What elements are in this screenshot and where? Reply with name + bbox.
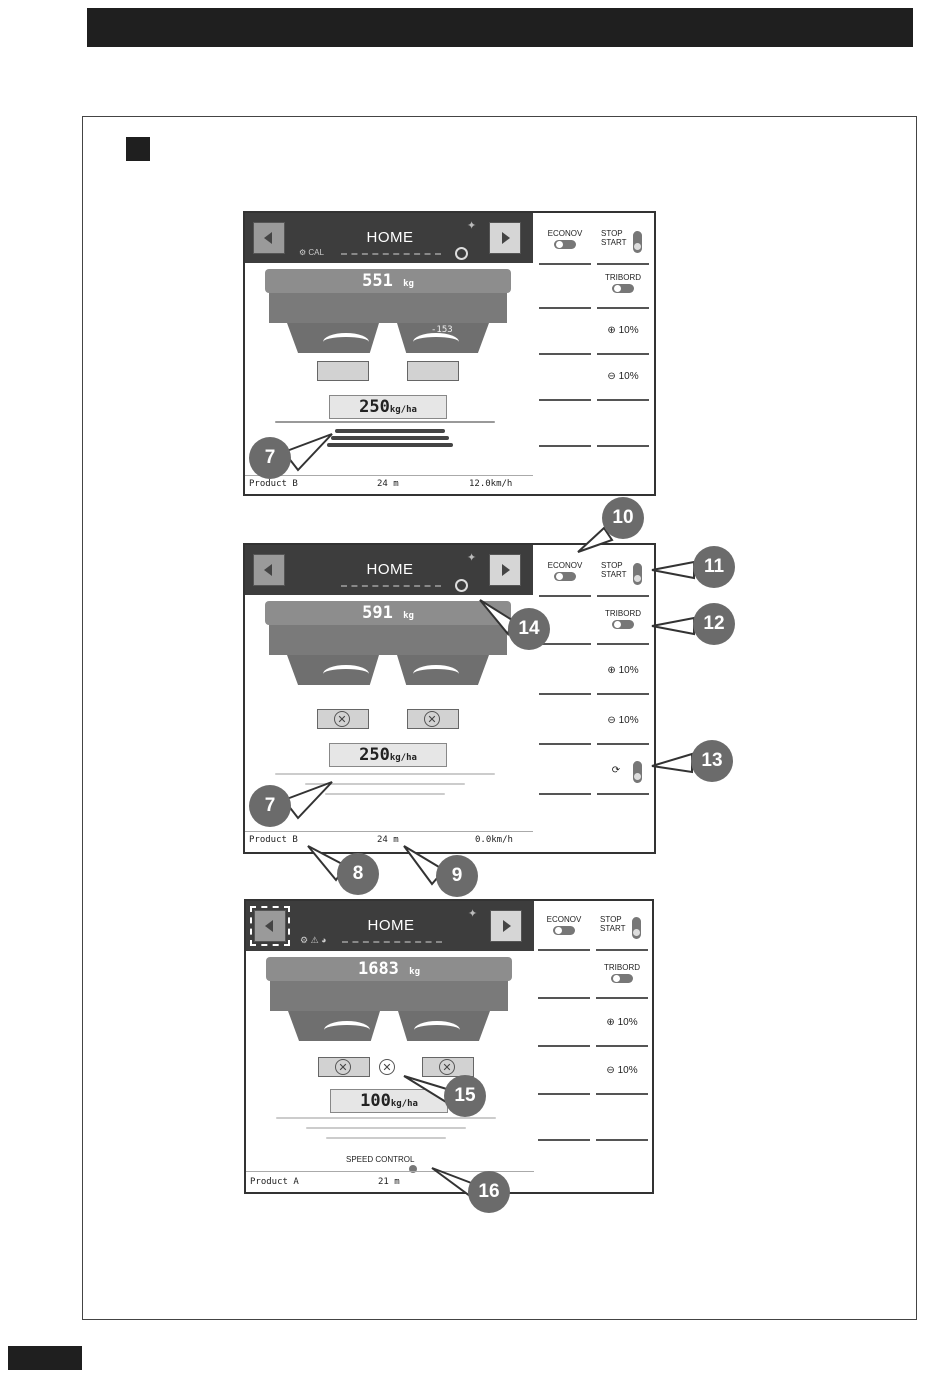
product-label: Product B [249, 479, 298, 489]
weight-delta: -153 [431, 325, 453, 335]
product-label: Product B [249, 835, 298, 845]
callout-15: 15 [444, 1075, 486, 1117]
weight-unit: kg [409, 967, 421, 977]
page-title: HOME [367, 917, 415, 934]
callout-14: 14 [508, 608, 550, 650]
stop-label: STOP [600, 915, 622, 924]
satellite-icon: ✦ [467, 220, 477, 232]
rate-unit: kg/ha [389, 753, 417, 763]
cal-indicator: ⚙ CAL [299, 248, 324, 257]
start-label: START [601, 238, 627, 247]
working-width: 21 m [378, 1177, 400, 1187]
weight-value: 1683 [357, 959, 399, 979]
satellite-icon: ✦ [467, 552, 477, 564]
start-label: START [601, 570, 627, 579]
working-width: 24 m [377, 479, 399, 489]
tribord-label: TRIBORD [605, 273, 641, 282]
callout-10: 10 [602, 497, 644, 539]
plus-10-label: ⊕ 10% [606, 1017, 638, 1028]
callout-16: 16 [468, 1171, 510, 1213]
auto-mode-icon: ⟳ [611, 765, 621, 776]
econov-label: ECONOV [547, 229, 583, 238]
rate-unit: kg/ha [389, 405, 417, 415]
callout-13: 13 [691, 740, 733, 782]
status-icons: ⚙ ⚠ ◕ [300, 935, 327, 945]
stopped-icon: ✕ [439, 1059, 455, 1075]
satellite-icon: ✦ [468, 908, 478, 920]
weight-unit: kg [403, 279, 414, 289]
agitator-stopped-icon: ✕ [379, 1059, 395, 1075]
callout-7a: 7 [249, 437, 291, 479]
callout-11: 11 [693, 546, 735, 588]
econov-label: ECONOV [546, 915, 582, 924]
minus-10-label: ⊖ 10% [607, 715, 639, 726]
stopped-icon: ✕ [335, 1059, 351, 1075]
working-width: 24 m [377, 835, 399, 845]
pointer-13 [652, 754, 692, 772]
econov-label: ECONOV [547, 561, 583, 570]
rate-value: 250 [359, 397, 390, 417]
minus-value: 10% [617, 1065, 638, 1076]
speed-readout: 0.0km/h [475, 835, 513, 845]
page-title: HOME [366, 229, 414, 246]
callout-7b: 7 [249, 785, 291, 827]
tribord-label: TRIBORD [605, 609, 641, 618]
start-label: START [600, 924, 626, 933]
stopped-icon: ✕ [424, 711, 440, 727]
speed-control-label: SPEED CONTROL [346, 1155, 415, 1164]
speed-readout: 12.0km/h [469, 479, 513, 489]
rate-value: 100 [360, 1091, 391, 1111]
minus-value: 10% [618, 371, 639, 382]
plus-value: 10% [618, 665, 639, 676]
callout-9: 9 [436, 855, 478, 897]
minus-value: 10% [618, 715, 639, 726]
plus-10-label: ⊕ 10% [607, 325, 639, 336]
minus-10-label: ⊖ 10% [607, 371, 639, 382]
callout-12: 12 [693, 603, 735, 645]
rate-value: 250 [359, 745, 390, 765]
cal-label: CAL [308, 248, 324, 257]
page-title: HOME [366, 561, 414, 578]
minus-10-label: ⊖ 10% [606, 1065, 638, 1076]
plus-value: 10% [618, 325, 639, 336]
plus-value: 10% [617, 1017, 638, 1028]
stopped-icon: ✕ [334, 711, 350, 727]
pointer-12 [652, 618, 694, 634]
weight-value: 551 [362, 271, 393, 291]
stop-label: STOP [601, 561, 623, 570]
pointer-7a [284, 434, 332, 470]
plus-10-label: ⊕ 10% [607, 665, 639, 676]
weight-unit: kg [403, 611, 414, 621]
pointer-11 [652, 562, 694, 578]
rate-unit: kg/ha [390, 1099, 418, 1109]
pointer-7b [284, 782, 332, 818]
callout-8: 8 [337, 853, 379, 895]
tribord-label: TRIBORD [604, 963, 640, 972]
pointer-15 [404, 1076, 450, 1102]
product-label: Product A [250, 1177, 299, 1187]
stop-label: STOP [601, 229, 623, 238]
weight-value: 591 [362, 603, 393, 623]
